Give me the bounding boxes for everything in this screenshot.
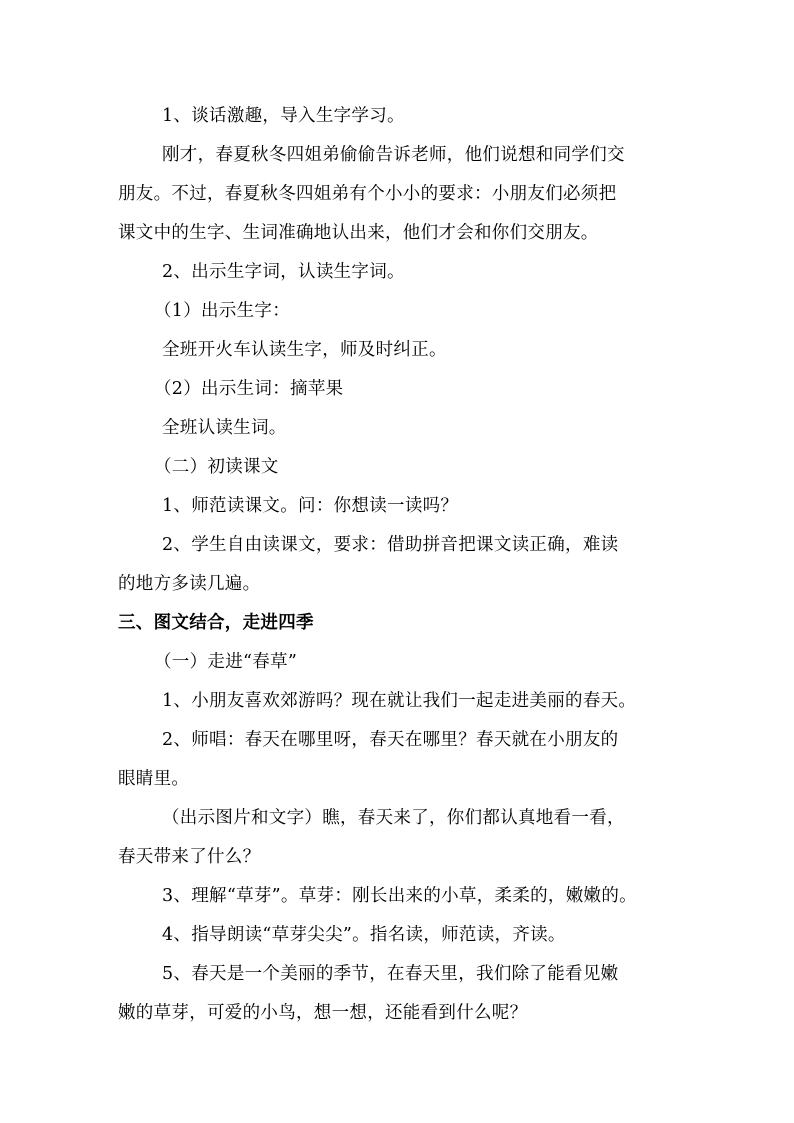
step-heading: 1、师范读课文。问：你想读一读吗？: [162, 496, 459, 516]
step-heading: 5、春天是一个美丽的季节，在春天里，我们除了能看见嫩: [162, 964, 619, 984]
sub-step-heading: （2）出示生词：摘苹果: [154, 379, 344, 399]
paragraph-line: 眼睛里。: [118, 769, 190, 789]
step-heading: 2、学生自由读课文，要求：借助拼音把课文读正确，难读: [162, 535, 619, 555]
step-intro-heading: 1、谈话激趣，导入生字学习。: [162, 106, 405, 126]
paragraph-line: （出示图片和文字）瞧，春天来了，你们都认真地看一看，: [162, 808, 625, 828]
paragraph-line: 嫩的草芽，可爱的小鸟，想一想，还能看到什么呢？: [118, 1003, 528, 1023]
paragraph-line: 春天带来了什么？: [118, 847, 261, 867]
paragraph-line: 朋友。不过，春夏秋冬四姐弟有个小小的要求：小朋友们必须把: [118, 184, 617, 204]
section-subheading: （二）初读课文: [154, 457, 279, 477]
paragraph-line: 全班开火车认读生字，师及时纠正。: [162, 340, 447, 360]
paragraph-line: 刚才，春夏秋冬四姐弟偷偷告诉老师，他们说想和同学们交: [162, 145, 625, 165]
paragraph-line: 课文中的生字、生词准确地认出来，他们才会和你们交朋友。: [118, 223, 599, 243]
paragraph-line: 全班认读生词。: [162, 418, 287, 438]
sub-step-heading: （1）出示生字：: [154, 301, 291, 321]
step-heading: 2、出示生字词，认读生字词。: [162, 262, 405, 282]
section-subheading: （一）走进“春草”: [154, 652, 298, 672]
step-heading: 2、师唱：春天在哪里呀，春天在哪里？春天就在小朋友的: [162, 730, 619, 750]
step-heading: 1、小朋友喜欢郊游吗？现在就让我们一起走进美丽的春天。: [162, 691, 637, 711]
step-heading: 4、指导朗读“草芽尖尖”。指名读，师范读，齐读。: [162, 925, 566, 945]
section-heading: 三、图文结合，走进四季: [118, 613, 314, 633]
step-heading: 3、理解“草芽”。草芽：刚长出来的小草，柔柔的，嫩嫩的。: [162, 886, 637, 906]
paragraph-line: 的地方多读几遍。: [118, 574, 261, 594]
